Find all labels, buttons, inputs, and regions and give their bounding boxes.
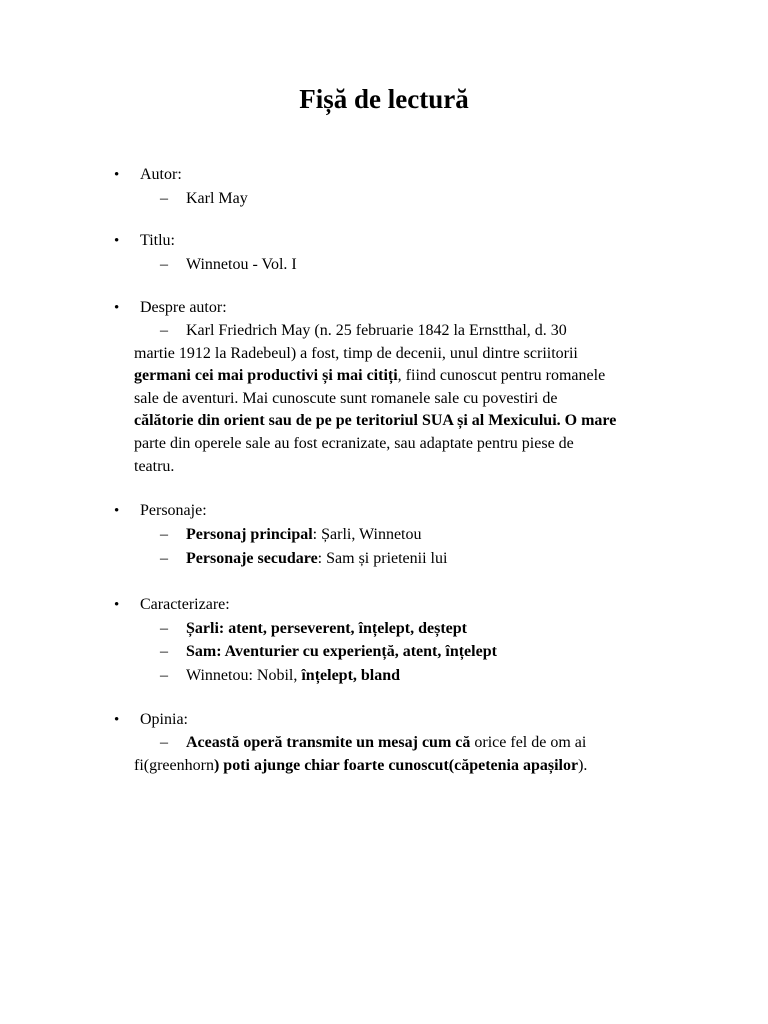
opinia-line: [134, 755, 654, 778]
despre-line: [134, 388, 654, 411]
page-title: Fișă de lectură: [299, 84, 469, 114]
character-name: Winnetou: [186, 667, 249, 684]
caracterizare-item: [160, 664, 400, 688]
dash-icon: –: [160, 550, 168, 567]
despre-line: [134, 320, 654, 343]
opinia-label: Opinia:: [140, 711, 188, 728]
bullet-despre-autor: [114, 296, 227, 320]
despre-text-bold: germani cei mai productivi și mai citiți: [134, 367, 398, 385]
despre-line: [134, 433, 654, 456]
despre-text: Karl Friedrich May (n. 25 februarie 1842 la Ernstthal, d. 30: [186, 322, 567, 339]
opinia-text-bold: ) poti ajunge chiar foarte cunoscut(căpetenia apașilor: [213, 756, 579, 774]
autor-item: [160, 187, 248, 211]
bullet-icon: •: [114, 167, 120, 183]
character-traits: înțelept, bland: [301, 667, 401, 684]
bullet-personaje: [114, 499, 207, 523]
caracterizare-item: [160, 617, 467, 641]
bullet-opinia: [114, 708, 188, 732]
dash-icon: –: [160, 526, 168, 543]
despre-text: sale de aventuri. Mai cunoscute sunt romanele sale cu povestiri de: [134, 389, 558, 407]
dash-icon: –: [160, 190, 168, 207]
bullet-caracterizare: [114, 593, 230, 617]
despre-text: , fiind cunoscut pentru romanele: [397, 367, 606, 385]
titlu-label: Titlu:: [140, 232, 175, 249]
despre-text-bold: călătorie din orient sau de pe pe teritoriul SUA și al Mexicului.: [134, 412, 561, 430]
opinia-text: orice fel de om ai: [470, 734, 587, 751]
despre-line: [134, 410, 654, 433]
opinia-paragraph: [134, 732, 654, 777]
opinia-text-bold: Această operă transmite un mesaj cum că: [186, 734, 471, 751]
despre-line: [134, 343, 654, 366]
titlu-value: Winnetou - Vol. I: [186, 256, 297, 273]
bullet-icon: •: [114, 300, 120, 316]
bullet-icon: •: [114, 712, 120, 728]
personaje-key: Personaj principal: [186, 526, 313, 543]
character-name: Șarli: [186, 620, 219, 637]
despre-line: [134, 456, 654, 479]
bullet-icon: •: [114, 503, 120, 519]
personaje-label: Personaje:: [140, 502, 207, 519]
autor-value: Karl May: [186, 190, 248, 207]
personaje-item: [160, 547, 447, 571]
character-sep: : Nobil,: [248, 667, 302, 684]
character-traits: : Aventurier cu experiență, atent, înțelept: [216, 643, 497, 660]
despre-paragraph: [134, 320, 654, 478]
despre-line: [134, 365, 654, 388]
bullet-icon: •: [114, 597, 120, 613]
personaje-value: : Sam și prietenii lui: [317, 550, 448, 567]
dash-icon: –: [160, 256, 168, 273]
despre-text: martie 1912 la Radebeul) a fost, timp de decenii, unul dintre scriitorii: [134, 344, 578, 362]
personaje-item: [160, 523, 422, 547]
character-traits: : atent, perseverent, înțelept, deștept: [218, 620, 467, 637]
despre-text: parte din operele sale au fost ecranizate, sau adaptate pentru piese de: [134, 434, 574, 452]
dash-icon: –: [160, 734, 168, 751]
bullet-icon: •: [114, 233, 120, 249]
character-name: Sam: [186, 643, 217, 660]
opinia-text: fi(greenhorn: [134, 756, 214, 774]
personaje-key: Personaje secudare: [186, 550, 318, 567]
opinia-text: ).: [578, 756, 588, 774]
caracterizare-label: Caracterizare:: [140, 596, 230, 613]
despre-text: teatru.: [134, 457, 175, 475]
dash-icon: –: [160, 322, 168, 339]
opinia-line: [134, 732, 654, 755]
bullet-autor: [114, 163, 182, 187]
personaje-value: : Șarli, Winnetou: [312, 526, 422, 543]
caracterizare-item: [160, 640, 497, 664]
titlu-item: [160, 253, 297, 277]
despre-text-bold: O mare: [564, 412, 617, 430]
dash-icon: –: [160, 620, 168, 637]
bullet-titlu: [114, 229, 175, 253]
dash-icon: –: [160, 643, 168, 660]
despre-label: Despre autor:: [140, 299, 227, 316]
dash-icon: –: [160, 667, 168, 684]
autor-label: Autor:: [140, 166, 182, 183]
